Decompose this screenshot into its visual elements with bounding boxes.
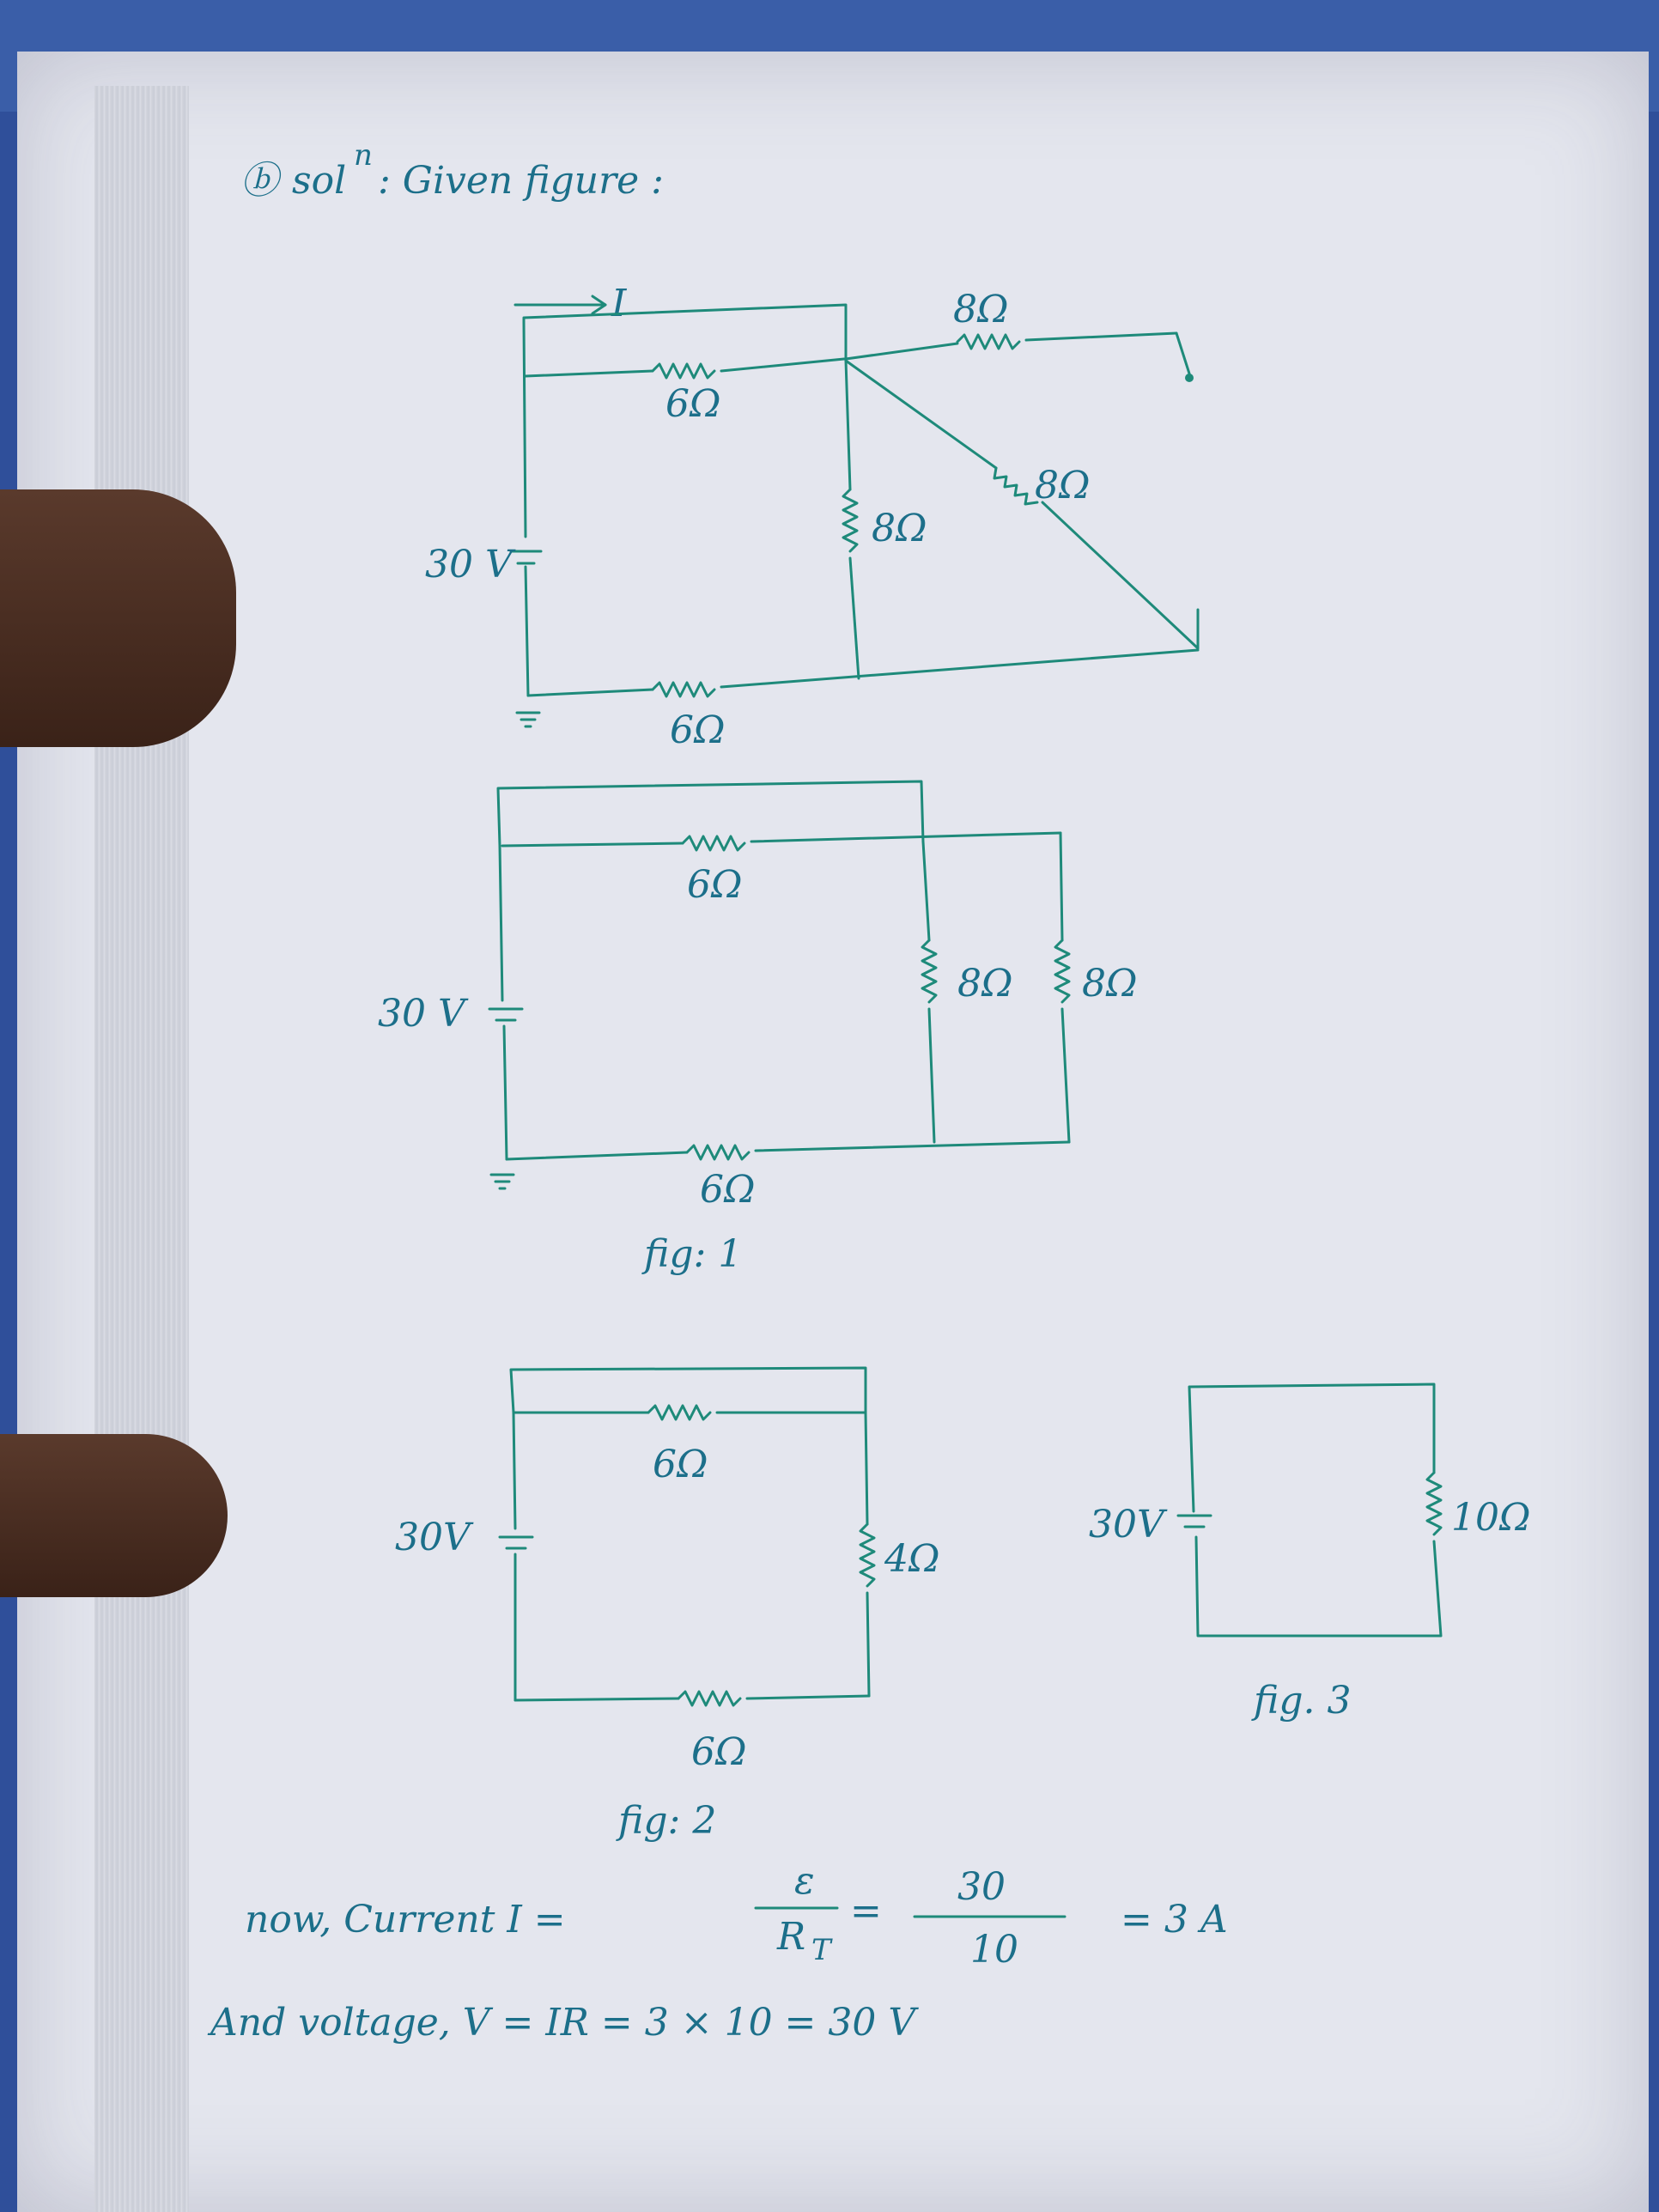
label-6-bottom: 6Ω [670, 708, 726, 752]
fig1-resistor-8-a [922, 940, 936, 1002]
calc-line1-prefix: now, Current I = [245, 1898, 566, 1942]
fig2-wire-right-upper [866, 1413, 867, 1524]
given-circuit [425, 282, 1198, 752]
resistor-8-diagonal [994, 468, 1037, 504]
calc-equals: = [850, 1889, 882, 1933]
label-30v-fig3: 30V [1089, 1503, 1164, 1547]
wire-mid-upper [846, 361, 850, 489]
ground-given [517, 713, 539, 726]
fig2-circuit [395, 1368, 939, 1843]
fig1-resistor-6-top [683, 836, 744, 850]
heading-title: : Given figure : [378, 159, 664, 203]
ground-fig1 [491, 1175, 514, 1188]
caption-fig1: fig: 1 [644, 1232, 743, 1276]
label-6-fig1-top: 6Ω [687, 863, 743, 907]
fig1-circuit [378, 781, 1137, 1276]
fig1-wire-r1-upper [923, 842, 929, 940]
label-10-fig3: 10Ω [1451, 1496, 1531, 1540]
label-8-middle: 8Ω [872, 507, 927, 550]
wire-left-upper [524, 322, 526, 537]
resistor-8-middle [843, 489, 857, 551]
fig1-wire-r2-lower [1062, 1009, 1069, 1142]
calc-line2: And voltage, V = IR = 3 × 10 = 30 V [210, 2001, 916, 2045]
open-terminal-dot [1185, 374, 1194, 382]
fig1-resistor-6-bottom [687, 1146, 749, 1159]
label-8-fig1-a: 8Ω [957, 962, 1013, 1006]
calc-frac1-sub: T [811, 1933, 831, 1967]
wire-bottom-left [528, 690, 653, 696]
fig1-wire-inner-top-left [502, 843, 683, 846]
wire-inner-top-left [526, 371, 653, 376]
fig3-wire-top [1189, 1384, 1434, 1511]
solution-heading [240, 138, 664, 203]
label-4-fig2: 4Ω [884, 1537, 940, 1581]
heading-marker: ⓑ [240, 159, 278, 203]
wire-top-right-b [1026, 333, 1176, 340]
fig2-wire-left-upper [514, 1413, 515, 1528]
fig1-wire-r1-lower [929, 1009, 934, 1142]
wire-left-lower [526, 567, 528, 696]
fig2-wire-bottom-left [515, 1698, 678, 1700]
caption-fig3: fig. 3 [1254, 1679, 1352, 1723]
fig1-wire-left-lower [504, 1026, 507, 1159]
wire-diag-lower [1042, 502, 1198, 648]
resistor-6-bottom [653, 683, 714, 696]
label-8-fig1-b: 8Ω [1082, 962, 1138, 1006]
calc-frac2-den: 10 [970, 1928, 1018, 1972]
calculation [207, 1859, 1228, 2045]
fig1-resistor-8-b [1055, 940, 1069, 1002]
fig2-wire-right-lower [867, 1593, 869, 1696]
calc-frac1-num: ε [794, 1859, 815, 1903]
fig2-resistor-6-bottom [678, 1692, 740, 1705]
label-6-fig2-top: 6Ω [653, 1443, 708, 1486]
wire-top-right-a [846, 343, 957, 359]
label-8-diagonal: 8Ω [1035, 464, 1091, 507]
calc-frac1-den: R [777, 1915, 806, 1959]
label-30v-fig2: 30V [395, 1516, 471, 1559]
label-30v-fig1: 30 V [378, 992, 465, 1036]
fig2-wire-bottom-right [747, 1696, 869, 1698]
resistor-6-top [653, 364, 714, 378]
fig2-wire-top-short [511, 1368, 866, 1413]
label-current: I [611, 282, 627, 325]
fig3-resistor-10 [1427, 1473, 1441, 1534]
label-8-topright: 8Ω [953, 288, 1009, 331]
fig3-wire-bottom [1196, 1537, 1441, 1636]
wire-mid-lower [850, 558, 859, 678]
wire-diag-upper [846, 361, 996, 468]
heading-sol: sol [292, 159, 347, 203]
fig1-wire-r2-upper [1060, 833, 1062, 940]
fig1-wire-inner-top-right [751, 833, 1060, 842]
fig2-resistor-6-top [648, 1406, 710, 1419]
caption-fig2: fig: 2 [618, 1799, 717, 1843]
fig1-wire-top-short [498, 781, 923, 846]
fig1-wire-bottom-left [507, 1152, 687, 1159]
label-6-fig2-bottom: 6Ω [691, 1730, 747, 1774]
fig1-wire-bottom-right [756, 1142, 1069, 1151]
wire-terminal-drop [1176, 333, 1189, 374]
wire-bottom-right [721, 650, 1198, 687]
label-6-fig1-bottom: 6Ω [700, 1168, 756, 1212]
wire-inner-top-right [721, 359, 844, 371]
heading-sol-superscript: n [354, 138, 373, 173]
label-30v-given: 30 V [425, 543, 513, 586]
label-6-top: 6Ω [665, 382, 721, 426]
fig1-wire-left-upper [500, 846, 502, 1000]
fig2-resistor-4 [860, 1524, 874, 1586]
resistor-8-topright [957, 335, 1019, 349]
calc-result1: = 3 A [1121, 1898, 1228, 1942]
fig3-circuit [1089, 1384, 1530, 1723]
wire-top-short [524, 305, 846, 361]
calc-frac2-num: 30 [957, 1865, 1006, 1909]
